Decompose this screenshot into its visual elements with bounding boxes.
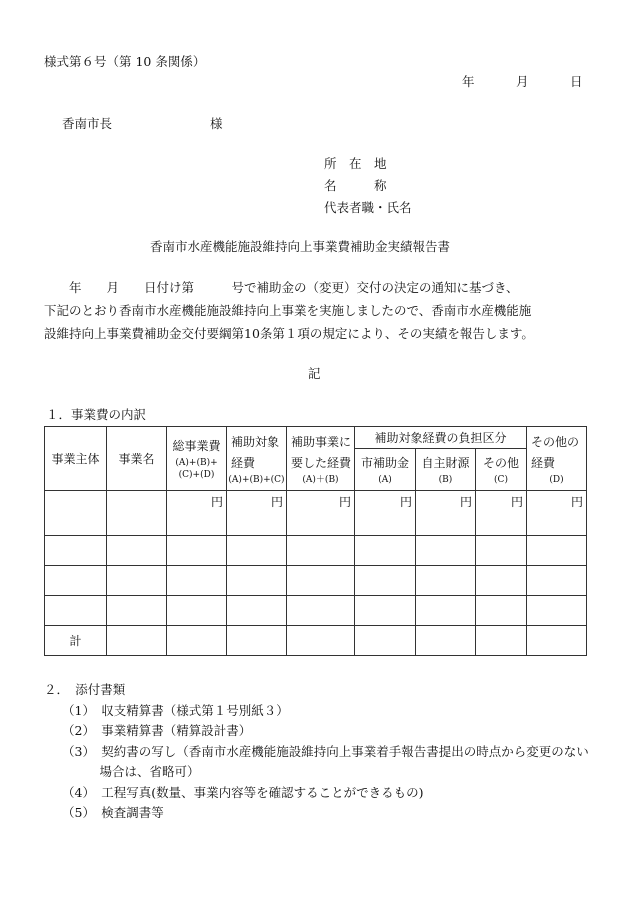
header-subsidy-target bbox=[227, 427, 287, 491]
header-city bbox=[355, 449, 416, 491]
section1-title: １．事業費の内訳 bbox=[46, 407, 147, 422]
yen-unit: 円 bbox=[527, 491, 587, 536]
header-required bbox=[287, 427, 355, 491]
body-line-2: 下記のとおり香南市水産機能施設維持向上事業を実施しましたので、香南市水産機能施 bbox=[44, 303, 532, 318]
date-month: 月 bbox=[516, 74, 529, 89]
name-label: 名 称 bbox=[324, 178, 387, 193]
header-other-expense bbox=[527, 427, 587, 491]
form-number: 様式第６号（第 10 条関係） bbox=[44, 54, 206, 69]
ki-mark: 記 bbox=[308, 366, 321, 381]
yen-unit: 円 bbox=[227, 491, 287, 536]
header-other-expense-1: その他の bbox=[531, 434, 580, 449]
list-item: 場合は、省略可） bbox=[62, 764, 200, 779]
representative-label: 代表者職・氏名 bbox=[324, 200, 412, 215]
table-row bbox=[45, 536, 587, 566]
addressee-honorific: 様 bbox=[210, 116, 223, 131]
header-city-label: 市補助金 bbox=[360, 456, 409, 470]
header-total-label: 総事業費 bbox=[172, 439, 221, 453]
header-other-code: (C) bbox=[494, 475, 508, 485]
header-subsidy-target-1: 補助対象 bbox=[231, 434, 280, 449]
header-entity: 事業主体 bbox=[45, 427, 107, 491]
date-day: 日 bbox=[570, 74, 583, 89]
table-row bbox=[45, 596, 587, 626]
date-year: 年 bbox=[462, 74, 475, 89]
table-cell bbox=[107, 491, 167, 536]
header-own-label: 自主財源 bbox=[421, 456, 470, 470]
header-own-code: (B) bbox=[438, 475, 453, 485]
body-line-1: 年 月 日付け第 号で補助金の（変更）交付の決定の通知に基づき、 bbox=[44, 280, 519, 295]
cost-breakdown-table bbox=[44, 426, 587, 656]
header-city-code: (A) bbox=[378, 475, 392, 485]
total-row bbox=[45, 626, 587, 656]
yen-unit: 円 bbox=[167, 491, 227, 536]
header-required-2: 要した経費 bbox=[291, 455, 352, 470]
total-label: 計 bbox=[45, 626, 107, 656]
address-label: 所 在 地 bbox=[324, 156, 387, 171]
yen-unit: 円 bbox=[416, 491, 476, 536]
header-total bbox=[167, 427, 227, 491]
header-subsidy-target-formula: (A)+(B)+(C) bbox=[228, 474, 285, 485]
list-item: （1） 収支精算書（様式第１号別紙３） bbox=[62, 702, 289, 718]
header-burden-group: 補助対象経費の負担区分 bbox=[355, 427, 527, 449]
body-line-3: 設維持向上事業費補助金交付要綱第10条第１項の規定により、その実績を報告します。 bbox=[44, 326, 534, 341]
table-row bbox=[45, 491, 587, 536]
list-item: （4） 工程写真(数量、事業内容等を確認することができるもの) bbox=[62, 784, 424, 800]
yen-unit: 円 bbox=[476, 491, 527, 536]
addressee-name: 香南市長 bbox=[62, 116, 113, 131]
table-row bbox=[45, 566, 587, 596]
header-required-1: 補助事業に bbox=[291, 434, 352, 449]
list-item: （3） 契約書の写し（香南市水産機能施設維持向上事業着手報告書提出の時点から変更のない bbox=[62, 743, 589, 759]
header-subsidy-target-2: 経費 bbox=[231, 455, 256, 470]
header-other bbox=[476, 449, 527, 491]
section2-title: ２． 添付書類 bbox=[44, 682, 126, 697]
list-item: （2） 事業精算書（精算設計書） bbox=[62, 723, 252, 738]
header-project: 事業名 bbox=[107, 427, 167, 491]
header-total-formula: (A)+(B)+(C)+(D) bbox=[175, 458, 218, 480]
header-other-expense-2: 経費 bbox=[531, 455, 556, 470]
yen-unit: 円 bbox=[355, 491, 416, 536]
list-item: （5） 検査調書等 bbox=[62, 805, 164, 820]
header-required-formula: (A)＋(B) bbox=[302, 474, 339, 485]
yen-unit: 円 bbox=[287, 491, 355, 536]
header-other-label: その他 bbox=[483, 456, 520, 470]
table-cell bbox=[45, 491, 107, 536]
header-own bbox=[416, 449, 476, 491]
document-title: 香南市水産機能施設維持向上事業費補助金実績報告書 bbox=[150, 239, 451, 254]
header-other-expense-code: (D) bbox=[549, 474, 564, 485]
attachments-section bbox=[44, 680, 589, 824]
